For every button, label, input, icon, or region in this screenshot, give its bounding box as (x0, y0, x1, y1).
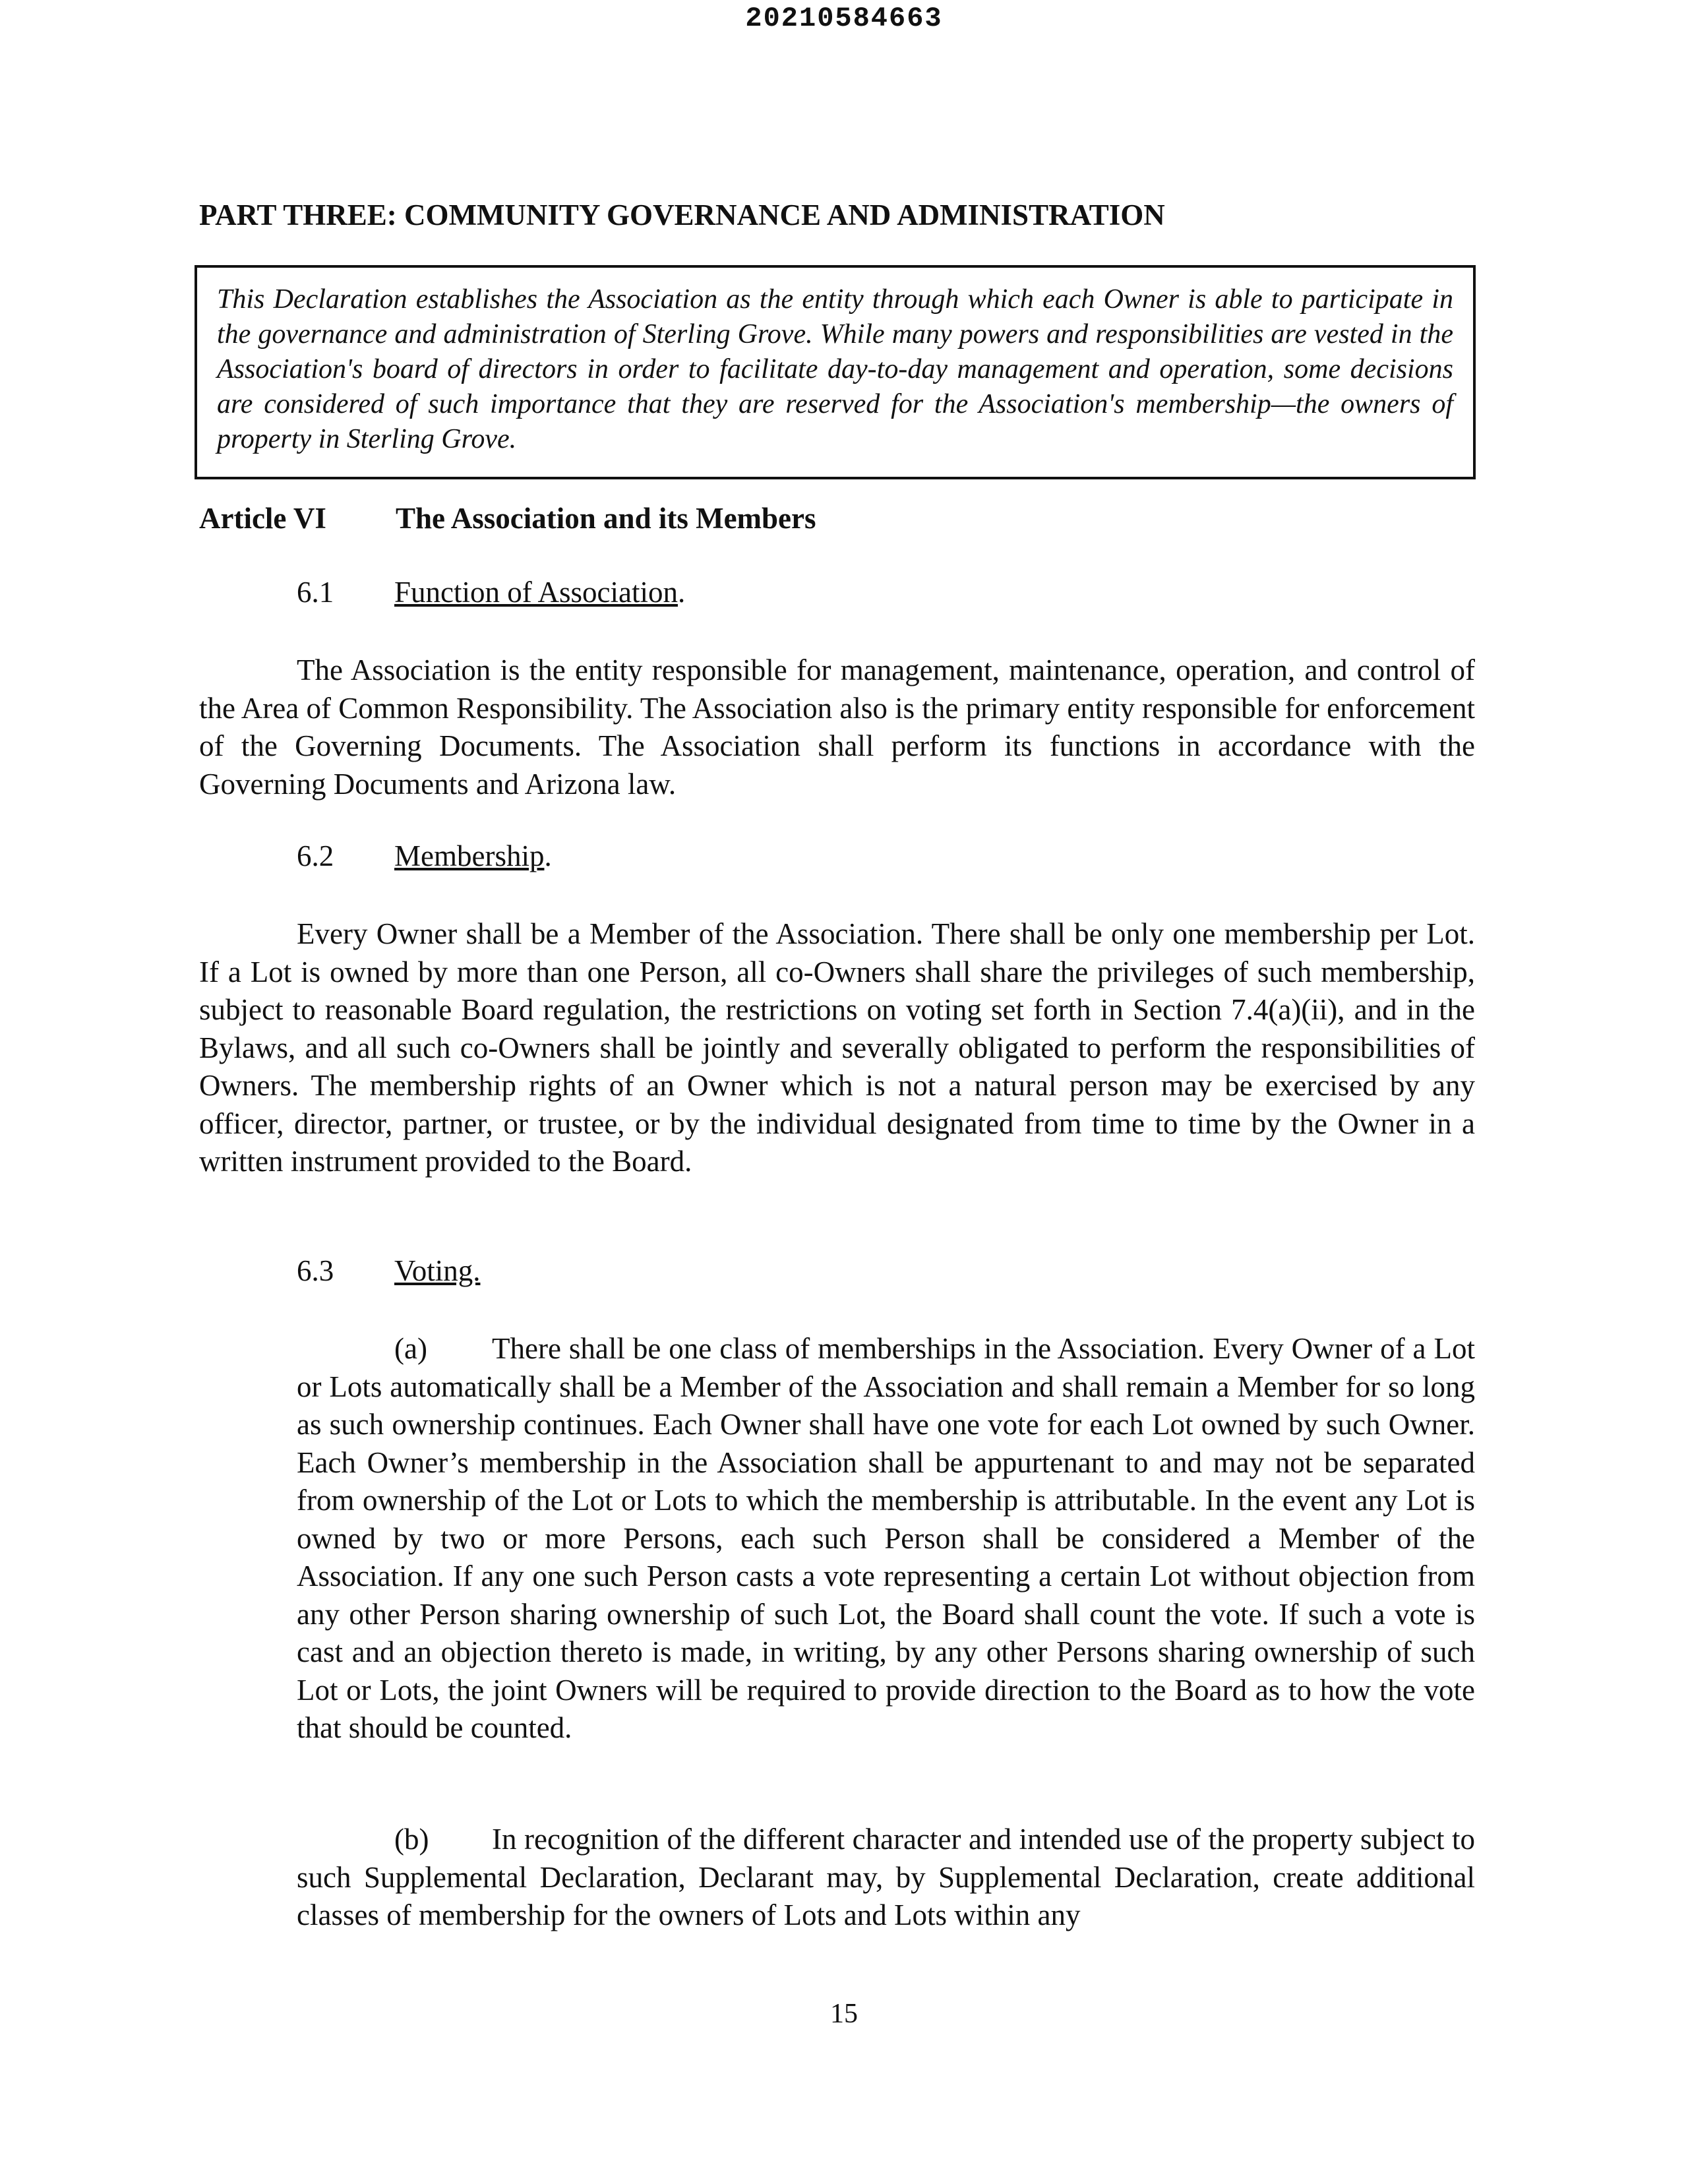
section-title-period: . (677, 576, 686, 609)
article-heading (199, 501, 816, 535)
article-title: The Association and its Members (396, 502, 816, 535)
article-label: Article VI (199, 502, 326, 535)
section-number: 6.2 (297, 839, 334, 872)
page-number: 15 (830, 1999, 858, 2029)
subsection-text: In recognition of the different character and intended use of the property subject to such Supplemental Declaration, Declarant may, by Supplemental Declaration, create additional classes of membership for the owners of Lots and Lots within any (297, 1823, 1475, 1931)
part-heading: PART THREE: COMMUNITY GOVERNANCE AND ADMINISTRATION (199, 198, 1165, 231)
section-title: Membership (394, 839, 545, 872)
section-6-2-body: Every Owner shall be a Member of the Association. There shall be only one membership per Lot. If a Lot is owned by more than one Person, all co-Owners shall share the privileges of such membership, subject to reasonable Board regulation, the restrictions on voting set forth in Section 7.4(a)(ii), and in the Bylaws, and all such co-Owners shall be jointly and severally obligated to perform the responsibilities of Owners. The membership rights of an Owner which is not a natural person may be exercised by any officer, director, partner, or trustee, or by the individual designated from time to time by the Owner in a written instrument provided to the Board. (199, 917, 1475, 1178)
section-6-1-body: The Association is the entity responsible for management, maintenance, operation, and control of the Area of Common Responsibility. The Association also is the primary entity responsible for enforcement of the Governing Documents. The Association shall perform its functions in accordance with the Governing Documents and Arizona law. (199, 653, 1475, 801)
section-heading-6-2 (297, 839, 552, 873)
summary-box (195, 265, 1476, 479)
section-heading-6-1 (297, 575, 685, 609)
section-number: 6.1 (297, 576, 334, 609)
section-heading-6-3 (297, 1254, 480, 1288)
document-number: 20210584663 (745, 3, 943, 34)
subsection-label: (a) (394, 1332, 427, 1365)
summary-text: This Declaration establishes the Association as the entity through which each Owner is able to participate in the governance and administration of Sterling Grove. While many powers and responsibilities are vested in the Association's board of directors in order to facilitate day-to-day management and operation, some decisions are considered of such importance that they are reserved for the Association's membership—the owners of property in Sterling Grove. (217, 284, 1453, 454)
subsection-text: There shall be one class of memberships in the Association. Every Owner of a Lot or Lots automatically shall be a Member of the Association and shall remain a Member for so long as such ownership continues. Each Owner shall have one vote for each Lot owned by such Owner. Each Owner’s membership in the Association shall be appurtenant to and may not be separated from ownership of the Lot or Lots to which the membership is attributable. In the event any Lot is owned by two or more Persons, each such Person shall be considered a Member of the Association. If any one such Person casts a vote representing a certain Lot without objection from any other Person sharing ownership of such Lot, the Board shall count the vote. If such a vote is cast and an objection thereto is made, in writing, by any other Persons sharing ownership of such Lot or Lots, the joint Owners will be required to provide direction to the Board as to how the vote that should be counted. (297, 1332, 1475, 1744)
section-number: 6.3 (297, 1254, 334, 1287)
subsection-label: (b) (394, 1823, 429, 1856)
section-title: Voting. (394, 1254, 481, 1287)
subsection-6-3-b (297, 1821, 1475, 1935)
subsection-6-3-a (297, 1330, 1475, 1747)
section-title-period: . (544, 839, 552, 872)
section-title: Function of Association (394, 576, 678, 609)
